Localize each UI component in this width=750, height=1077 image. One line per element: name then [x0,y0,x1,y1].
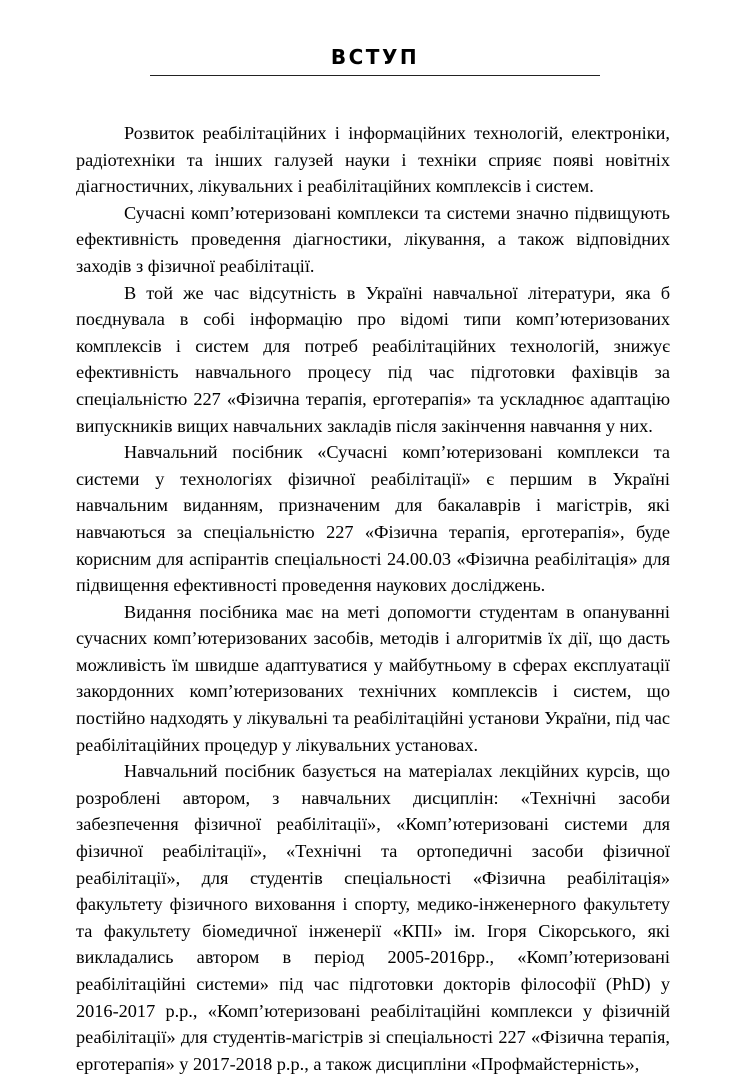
paragraph-4: Навчальний посібник «Сучасні комп’ютеризовані комплекси та системи у технологіях фізичної реабілітації» є першим в Україні навчальним виданням, призначеним для бакалаврів і магістрів, які навчаються за спеціальністю 227 «Фізична терапія, ерготерапія», буде корисним для аспірантів спеціальності 24.00.03 «Фізична реабілітація» для підвищення ефективності проведення наукових досліджень. [76,442,670,596]
paragraph-6: Навчальний посібник базується на матеріалах лекційних курсів, що розроблені автором, з навчальних дисциплін: «Технічні засоби забезпечення фізичної реабілітації», «Комп’ютеризовані системи для фізичної реабілітації», «Технічні та ортопедичні засоби фізичної реабілітації», для студентів спеціальності «Фізична реабілітація» факультету фізичного виховання і спорту, медико-інженерного факультету та факультету біомедичної інженерії «КПІ» ім. Ігоря Сікорського, які викладались автором в період 2005-2016рр., «Комп’ютеризовані реабілітаційні системи» під час підготовки докторів філософії (PhD) у 2016-2017 р.р., «Комп’ютеризовані реабілітаційні комплекси у фізичній реабілітації» для студентів-магістрів зі спеціальності 227 «Фізична терапія, ерготерапія» у 2017-2018 р.р., а також дисципліни «Профмайстерність», [76,761,670,1074]
paragraph-2: Сучасні комп’ютеризовані комплекси та системи значно підвищують ефективність проведення діагностики, лікування, а також відповідних заходів з фізичної реабілітації. [76,202,670,276]
page-heading: ВСТУП [330,45,420,69]
paragraph-3: В той же час відсутність в Україні навчальної літератури, яка б поєднувала в собі інформацію про відомі типи комп’ютеризованих комплексів і систем для потреб реабілітаційних технологій, знижує ефективність навчального процесу під час підготовки фахівців за спеціальністю 227 «Фізична терапія, ерготерапія» та ускладнює адаптацію випускників вищих навчальних закладів після закінчення навчання у них. [76,282,670,436]
heading-underline [150,75,600,76]
paragraph-1: Розвиток реабілітаційних і інформаційних технологій, електроніки, радіотехніки та інших галузей науки і техніки сприяє появі новітніх діагностичних, лікувальних і реабілітаційних комплексів і систем. [76,123,670,197]
body-text [76,120,670,1077]
paragraph-5: Видання посібника має на меті допомогти студентам в опануванні сучасних комп’ютеризованих засобів, методів і алгоритмів їх дії, що дасть можливість їм швидше адаптуватися у майбутньому в сферах експлуатації закордонних комп’ютеризованих технічних комплексів і систем, що постійно надходять у лікувальні та реабілітаційні установи України, під час реабілітаційних процедур у лікувальних установах. [76,601,670,755]
